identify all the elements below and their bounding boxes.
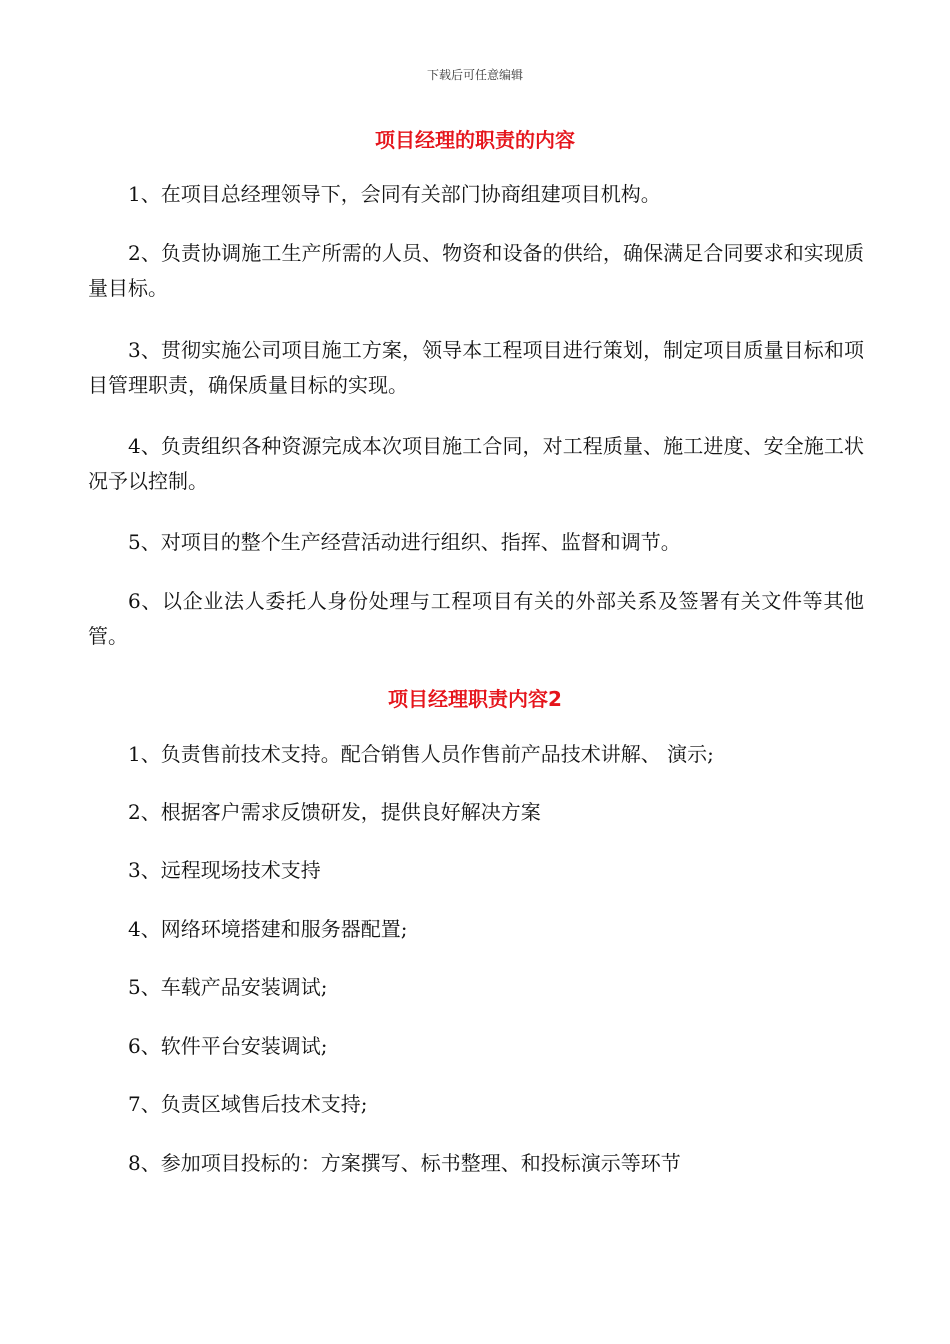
section1-title: 项目经理的职责的内容: [375, 128, 575, 152]
section2-item-5: 5、车载产品安装调试;: [128, 975, 328, 999]
section1-item-5: 5、对项目的整个生产经营活动进行组织、指挥、监督和调节。: [128, 530, 681, 554]
section2-title: 项目经理职责内容2: [388, 687, 562, 711]
section1-item-4: 4、负责组织各种资源完成本次项目施工合同，对工程质量、施工进度、安全施工状况予以控制。: [88, 434, 864, 493]
section1-item-1: 1、在项目总经理领导下，会同有关部门协商组建项目机构。: [128, 182, 661, 206]
section2-item-3: 3、远程现场技术支持: [128, 858, 321, 882]
section1-item-6: 6、以企业法人委托人身份处理与工程项目有关的外部关系及签署有关文件等其他管。: [88, 589, 864, 648]
section2-item-2: 2、根据客户需求反馈研发，提供良好解决方案: [128, 800, 541, 824]
header-note: 下载后可任意编辑: [426, 68, 523, 82]
section2-item-1: 1、负责售前技术支持。配合销售人员作售前产品技术讲解、 演示;: [128, 742, 714, 766]
section1-item-3: 3、贯彻实施公司项目施工方案，领导本工程项目进行策划，制定项目质量目标和项目管理职责，确保质量目标的实现。: [88, 338, 864, 397]
section2-item-8: 8、参加项目投标的：方案撰写、标书整理、和投标演示等环节: [128, 1151, 681, 1175]
section2-item-6: 6、软件平台安装调试;: [128, 1034, 328, 1058]
section2-item-4: 4、网络环境搭建和服务器配置;: [128, 917, 408, 941]
section1-item-2: 2、负责协调施工生产所需的人员、物资和设备的供给，确保满足合同要求和实现质量目标。: [88, 241, 864, 300]
section2-item-7: 7、负责区域售后技术支持;: [128, 1092, 368, 1116]
